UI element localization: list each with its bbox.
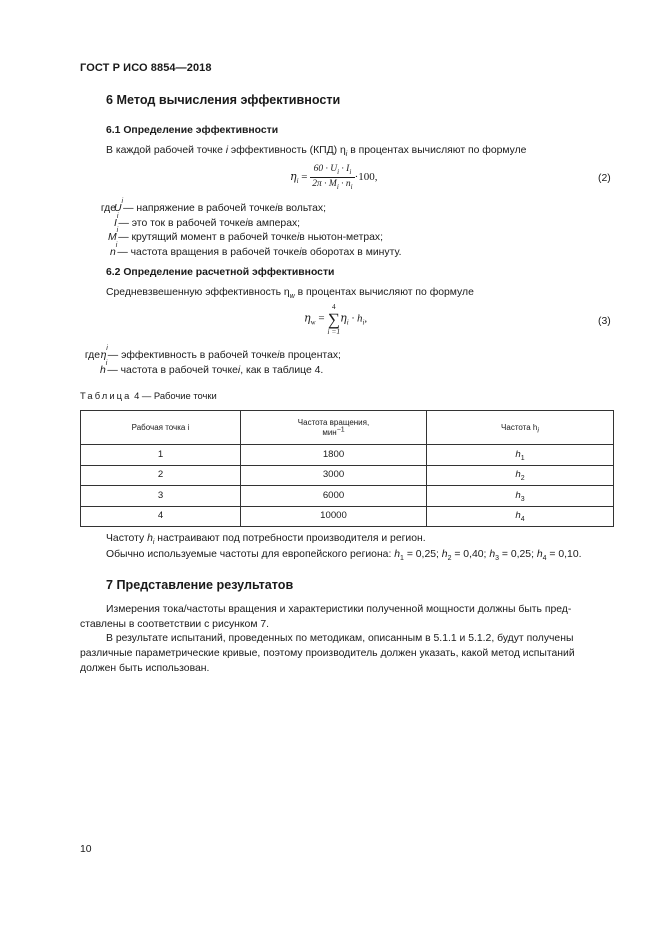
header-working-point: Рабочая точка i [81,411,241,445]
table-4 [80,410,614,527]
cell-speed: 10000 [241,506,427,527]
section-7-para-2-line-1: В результате испытаний, проведенных по методикам, описанным в 5.1.1 и 5.1.2, будут получены [106,633,574,644]
table-row [81,445,614,466]
cell-frequency: $h_2$ [427,465,614,486]
formula-3: $\eta_w$ = 4 ∑ i =1 $\eta_i \cdot h_i$, [304,302,368,336]
where-item: где η i — эффективность в рабочей точке i в процентах; [84,345,341,361]
where-item: n i — частота вращения в рабочей точке i в оборотах в минуту. [110,241,402,258]
section-6-2-intro: Средневзвешенную эффективность $\eta_w$ в процентах вычисляют по формуле [106,287,474,301]
formula-2: $\eta_i$ = $\frac{60 \cdot U_i \cdot I_i}{2\pi \cdot M_i \cdot n_i}$ ·100, [290,164,378,191]
where-list-6-2 [80,345,341,377]
cell-point: 1 [81,445,241,466]
table-4-caption: Таблица 4 — Рабочие точки [80,390,217,401]
section-7-para-2-line-3: должен быть использован. [80,663,210,674]
section-7-para-1-line-1: Измерения тока/частоты вращения и характеристики полученной мощности должны быть пред- [106,604,572,615]
cell-speed: 3000 [241,465,427,486]
equation-number-2: (2) [598,173,611,184]
section-7-title: 7 Представление результатов [106,578,294,592]
table-row [81,465,614,486]
standard-code: ГОСТ Р ИСО 8854—2018 [80,62,212,74]
table-row [81,486,614,507]
section-6-1-intro: В каждой рабочей точке i эффективность (КПД) $\eta_i$ в процентах вычисляют по формуле [106,145,527,159]
where-item: где U i — напряжение в рабочей точке i в вольтах; [100,198,326,214]
table-row [81,506,614,527]
section-7-para-1-line-2: ставлены в соответствии с рисунком 7. [80,619,270,630]
section-7-para-2-line-2: различные параметрические кривые, поэтому производитель должен указать, какой метод испытаний [80,648,575,659]
header-rotation-speed: Частота вращения, мин$^{-1}$ [241,411,427,445]
cell-frequency: $h_4$ [427,506,614,527]
equation-number-3: (3) [598,316,611,327]
frequency-note-2: Обычно используемые частоты для европейского региона: $h_1 = 0,25$; $h_2 = 0,40$; $h_3 = 0,25$; $h_4 = 0,10$. [106,549,582,563]
where-item: h i — частота в рабочей точке i , как в таблице 4. [100,359,324,376]
cell-frequency: $h_1$ [427,445,614,466]
section-6-1-title: 6.1 Определение эффективности [106,125,279,136]
cell-speed: 1800 [241,445,427,466]
where-item: I i — это ток в рабочей точке i в амперах; [114,212,301,229]
cell-speed: 6000 [241,486,427,507]
section-6-title: 6 Метод вычисления эффективности [106,93,341,107]
page-number: 10 [80,844,92,855]
cell-frequency: $h_3$ [427,486,614,507]
cell-point: 2 [81,465,241,486]
where-list-6-1 [80,198,402,259]
cell-point: 4 [81,506,241,527]
section-6-2-title: 6.2 Определение расчетной эффективности [106,267,335,278]
where-item: M i — крутящий момент в рабочей точке i в ньютон-метрах; [108,227,383,243]
frequency-note-1: Частоту $h_i$ настраивают под потребности производителя и регион. [106,533,426,547]
table-header-row [81,411,614,445]
header-frequency: Частота $h_i$ [427,411,614,445]
cell-point: 3 [81,486,241,507]
